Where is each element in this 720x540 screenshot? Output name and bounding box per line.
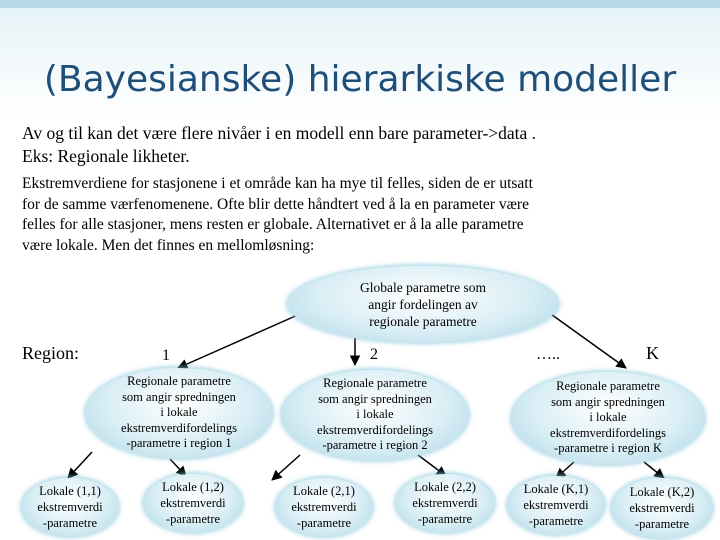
regional-k-line-3: i lokale xyxy=(589,410,627,425)
local-11-line-3: -parametre xyxy=(42,516,98,530)
slide-title: (Bayesianske) hierarkiske modeller xyxy=(43,59,677,100)
local-11-line-2: ekstremverdi xyxy=(37,500,103,514)
arrow-global-to-region-1 xyxy=(178,314,300,368)
regional-k-line-5: -parametre i region K xyxy=(554,441,662,456)
local-node-k-2 xyxy=(612,478,712,538)
arrow-region-k-to-local-k2 xyxy=(644,462,664,478)
regional-1-line-3: i lokale xyxy=(160,405,198,420)
regional-node-2 xyxy=(282,370,468,460)
local-12-line-3: -parametre xyxy=(165,512,221,526)
local-21-line-1: Lokale (2,1) xyxy=(293,484,355,498)
intro-line-1: Av og til kan det være flere nivåer i en modell enn bare parameter->data . xyxy=(22,123,537,143)
global-parameters-node xyxy=(288,266,558,342)
local-21-line-2: ekstremverdi xyxy=(291,500,357,514)
local-node-2-2 xyxy=(396,474,494,532)
region-number-ellipsis: ….. xyxy=(536,346,560,363)
region-label: Region: xyxy=(22,343,79,363)
local-node-2-1 xyxy=(276,478,372,536)
global-line-1: Globale parametre som xyxy=(360,279,486,295)
regional-1-line-5: -parametre i region 1 xyxy=(126,436,232,451)
local-k1-line-1: Lokale (K,1) xyxy=(523,482,589,496)
local-22-line-1: Lokale (2,2) xyxy=(414,480,476,494)
intro-line-2: Eks: Regionale likheter. xyxy=(22,146,190,166)
regional-k-line-4: ekstremverdifordelings xyxy=(550,425,666,440)
local-k2-line-3: -parametre xyxy=(634,517,690,531)
local-22-line-2: ekstremverdi xyxy=(412,496,478,510)
local-12-line-1: Lokale (1,2) xyxy=(162,480,224,494)
local-21-line-3: -parametre xyxy=(296,516,352,530)
regional-node-k xyxy=(512,372,704,464)
region-number-k: K xyxy=(646,343,659,363)
local-11-line-1: Lokale (1,1) xyxy=(39,484,101,498)
arrow-region-2-to-local-21 xyxy=(272,455,300,480)
paragraph-line-4: være lokale. Men det finnes en mellomløsning: xyxy=(22,236,315,254)
local-node-1-1 xyxy=(22,478,118,536)
paragraph-line-1: Ekstremverdiene for stasjonene i et område kan ha mye til felles, siden de er utsatt xyxy=(22,175,533,192)
global-line-3: regionale parametre xyxy=(369,313,477,329)
arrow-region-1-to-local-11 xyxy=(68,452,92,478)
regional-node-1 xyxy=(86,368,272,458)
local-12-line-2: ekstremverdi xyxy=(160,496,226,510)
regional-2-line-3: i lokale xyxy=(356,407,394,422)
regional-k-line-1: Regionale parametre xyxy=(556,379,660,394)
regional-1-line-2: som angir spredningen xyxy=(122,389,236,404)
local-k1-line-3: -parametre xyxy=(528,514,584,528)
paragraph-line-2: for de samme værfenomenene. Ofte blir dette håndtert ved å la en parameter være xyxy=(22,195,529,213)
local-node-k-1 xyxy=(508,476,604,534)
paragraph-line-3: felles for alle stasjoner, mens resten er globale. Alternativet er å la alle parametre xyxy=(22,216,524,233)
local-node-1-2 xyxy=(144,474,242,532)
regional-2-line-1: Regionale parametre xyxy=(323,376,427,391)
region-number-2: 2 xyxy=(370,346,378,363)
local-22-line-3: -parametre xyxy=(417,512,473,526)
regional-1-line-1: Regionale parametre xyxy=(127,374,231,389)
regional-1-line-4: ekstremverdifordelings xyxy=(121,420,237,435)
regional-k-line-2: som angir spredningen xyxy=(551,394,665,409)
local-k1-line-2: ekstremverdi xyxy=(523,498,589,512)
regional-2-line-5: -parametre i region 2 xyxy=(322,438,428,453)
regional-2-line-4: ekstremverdifordelings xyxy=(317,422,433,437)
local-k2-line-1: Lokale (K,2) xyxy=(629,485,695,499)
local-k2-line-2: ekstremverdi xyxy=(629,501,695,515)
arrow-region-2-to-local-22 xyxy=(418,455,446,476)
regional-2-line-2: som angir spredningen xyxy=(318,391,432,406)
global-line-2: angir fordelingen av xyxy=(368,296,478,312)
region-number-1: 1 xyxy=(162,347,170,364)
